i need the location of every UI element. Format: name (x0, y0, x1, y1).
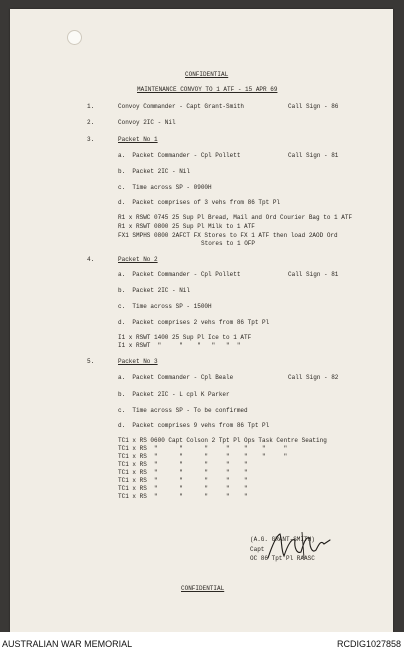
classification-top: CONFIDENTIAL (185, 71, 229, 78)
packet-3-comprises: d. Packet comprises 9 vehs from 86 Tpt Pl (118, 422, 270, 429)
packet-1-comprises: d. Packet comprises of 3 vehs from 86 Tpt Pl (118, 199, 281, 206)
packet-3-vehicle-row: TC1 x RS " " " " " " " (118, 453, 288, 460)
packet-1-title: Packet No 1 (118, 136, 158, 143)
packet-3-title: Packet No 3 (118, 358, 158, 365)
item-number: 3. (87, 136, 95, 143)
packet-3-2ic: b. Packet 2IC - L cpl K Parker (118, 391, 230, 398)
punch-hole (67, 30, 82, 45)
packet-3-vehicle-row: TC1 x RS " " " " " (118, 493, 248, 500)
packet-3-time: c. Time across SP - To be confirmed (118, 407, 248, 414)
signatory-rank: Capt (250, 546, 265, 553)
packet-3-vehicle-row: TC1 x RS " " " " " " " (118, 445, 288, 452)
signatory-name: (A.G. GRANT-SMITH) (250, 536, 315, 543)
archive-footer (0, 632, 404, 654)
packet-3-call-sign: Call Sign - 82 (288, 374, 339, 381)
document-heading: MAINTENANCE CONVOY TO 1 ATF - 15 APR 69 (137, 86, 278, 93)
packet-3-vehicle-row: TC1 x RS 0600 Capt Colson 2 Tpt Pl Ops Task Centre Seating (118, 437, 327, 444)
convoy-2ic: Convoy 2IC - Nil (118, 119, 176, 126)
packet-3-vehicle-row: TC1 x RS " " " " " (118, 469, 248, 476)
packet-3-vehicle-row: TC1 x RS " " " " " (118, 461, 248, 468)
packet-2-vehicle: I1 x RSWT 1400 25 Sup Pl Ice to 1 ATF (118, 334, 252, 341)
packet-2-commander: a. Packet Commander - Cpl Pollett (118, 271, 241, 278)
archive-name: AUSTRALIAN WAR MEMORIAL (2, 639, 133, 649)
convoy-call-sign: Call Sign - 86 (288, 103, 339, 110)
item-number: 1. (87, 103, 95, 110)
packet-2-title: Packet No 2 (118, 256, 158, 263)
packet-2-comprises: d. Packet comprises 2 vehs from 86 Tpt Pl (118, 319, 270, 326)
packet-1-vehicle: FX1 SMPHS 0800 2AFCT FX Stores to FX 1 ATF then load 2AOD Ord (118, 232, 338, 239)
packet-1-time: c. Time across SP - 0900H (118, 184, 212, 191)
packet-1-vehicle-cont: Stores to 1 OFP (201, 240, 256, 247)
item-number: 5. (87, 358, 95, 365)
packet-2-2ic: b. Packet 2IC - Nil (118, 287, 191, 294)
packet-2-call-sign: Call Sign - 81 (288, 271, 339, 278)
signatory-unit: OC 86 Tpt Pl RAASC (250, 555, 315, 562)
packet-1-vehicle: R1 x RSWC 0745 25 Sup Pl Bread, Mail and Ord Courier Bag to 1 ATF (118, 214, 353, 221)
item-number: 2. (87, 119, 95, 126)
classification-bottom: CONFIDENTIAL (181, 585, 225, 592)
convoy-commander: Convoy Commander - Capt Grant-Smith (118, 103, 245, 110)
packet-1-commander: a. Packet Commander - Cpl Pollett (118, 152, 241, 159)
packet-3-vehicle-row: TC1 x RS " " " " " (118, 485, 248, 492)
packet-3-commander: a. Packet Commander - Cpl Beale (118, 374, 234, 381)
record-id: RCDIG1027858 (336, 639, 401, 649)
packet-1-call-sign: Call Sign - 81 (288, 152, 339, 159)
packet-1-2ic: b. Packet 2IC - Nil (118, 168, 191, 175)
packet-2-vehicle: I1 x RSWT " " " " " " (118, 342, 241, 349)
packet-1-vehicle: R1 x RSWT 0800 25 Sup Pl Milk to 1 ATF (118, 223, 255, 230)
packet-3-vehicle-row: TC1 x RS " " " " " (118, 477, 248, 484)
packet-2-time: c. Time across SP - 1500H (118, 303, 212, 310)
item-number: 4. (87, 256, 95, 263)
